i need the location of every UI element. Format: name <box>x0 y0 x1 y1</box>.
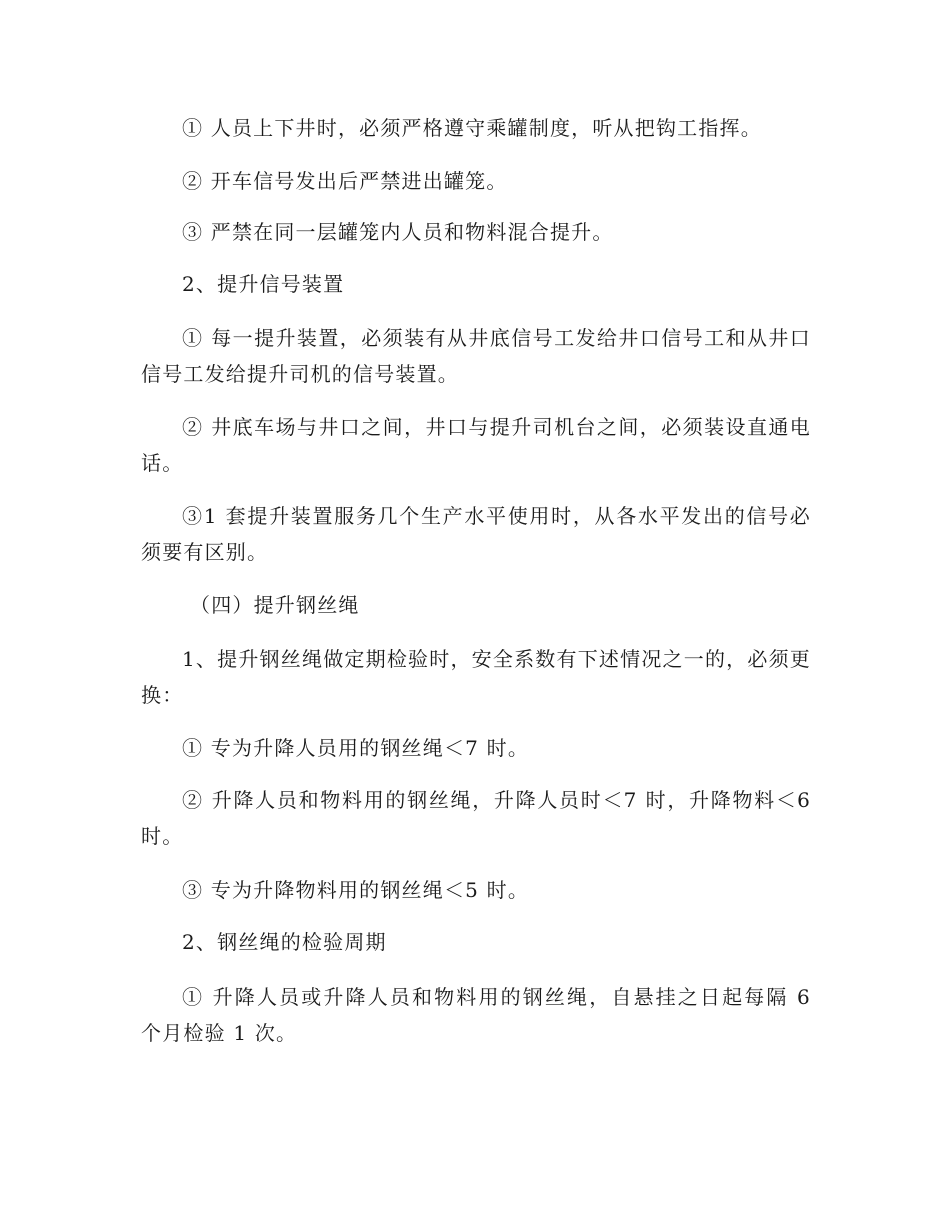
paragraph-12: ③ 专为升降物料用的钢丝绳＜5 时。 <box>182 878 530 902</box>
section-heading-wire-rope: （四）提升钢丝绳 <box>190 593 360 617</box>
paragraph-11: ② 升降人员和物料用的钢丝绳，升降人员时＜7 时，升降物料＜6 时。 <box>141 788 811 848</box>
paragraph-6: ② 井底车场与井口之间，井口与提升司机台之间，必须装设直通电话。 <box>141 415 811 475</box>
paragraph-10: ① 专为升降人员用的钢丝绳＜7 时。 <box>182 736 530 760</box>
section-heading-signal-device: 2、提升信号装置 <box>182 272 345 296</box>
paragraph-3: ③ 严禁在同一层罐笼内人员和物料混合提升。 <box>182 220 614 244</box>
paragraph-9: 1、提升钢丝绳做定期检验时，安全系数有下述情况之一的，必须更换： <box>141 647 811 707</box>
paragraph-1: ① 人员上下井时，必须严格遵守乘罐制度，听从把钩工指挥。 <box>182 116 762 140</box>
paragraph-7: ③1 套提升装置服务几个生产水平使用时，从各水平发出的信号必须要有区别。 <box>141 504 811 564</box>
paragraph-2: ② 开车信号发出后严禁进出罐笼。 <box>182 169 508 193</box>
section-heading-inspection-period: 2、钢丝绳的检验周期 <box>182 930 387 954</box>
paragraph-14: ① 升降人员或升降人员和物料用的钢丝绳，自悬挂之日起每隔 6 个月检验 1 次。 <box>141 985 811 1045</box>
paragraph-5: ① 每一提升装置，必须装有从井底信号工发给井口信号工和从井口信号工发给提升司机的信号装置。 <box>141 326 811 386</box>
